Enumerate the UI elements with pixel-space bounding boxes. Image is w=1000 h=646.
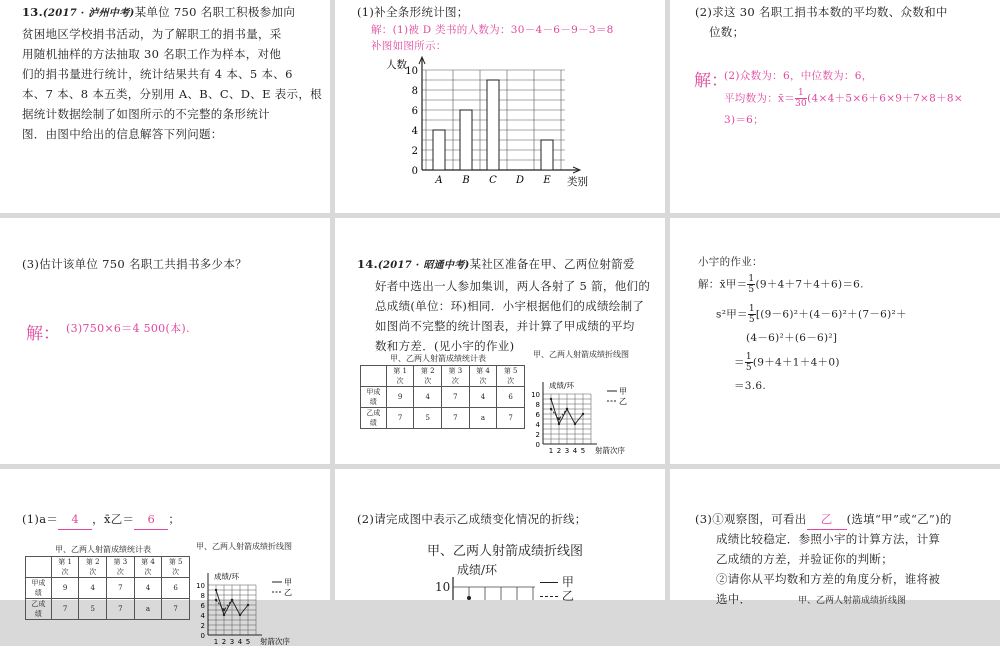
y-tick-label: 6 — [200, 602, 205, 610]
table-cell: 第 1 次 — [386, 366, 414, 387]
y-tick-label: 10 — [531, 391, 540, 399]
homework-text: s²甲＝ — [716, 308, 748, 321]
problem-line: 图．由图中给出的信息解答下列问题： — [22, 127, 223, 141]
legend-marker-solid — [540, 582, 558, 583]
big-chart-ytick: 10 — [435, 580, 451, 594]
table-cell: 9 — [386, 387, 414, 408]
table-cell: 7 — [51, 599, 79, 620]
answer-blank-a: 4 — [58, 509, 92, 530]
y-tick-label: 10 — [196, 582, 205, 590]
answer-blank-stable: 乙 — [807, 509, 847, 530]
y-tick-label: 0 — [535, 441, 540, 449]
table-cell: a — [134, 599, 162, 620]
homework-text: 解：x̄甲＝ — [698, 278, 748, 291]
y-tick-label: 10 — [405, 66, 418, 77]
fraction-denominator: 5 — [748, 285, 755, 295]
y-tick-label: 8 — [535, 401, 540, 409]
table-row — [26, 557, 190, 578]
y-tick-label: 0 — [411, 166, 418, 177]
legend-label: 乙 — [561, 589, 574, 603]
answer-text: (4×4＋5×6＋6×9＋7×8＋8× — [807, 92, 964, 105]
y-tick-label: 6 — [535, 411, 540, 419]
bar-chart — [380, 52, 620, 192]
y-tick-label: 8 — [200, 592, 205, 600]
table-cell — [361, 366, 387, 387]
table-cell: 第 1 次 — [51, 557, 79, 578]
question-line: 成绩比较稳定．参照小宇的计算方法，计算 — [716, 532, 941, 546]
homework-text: (9＋4＋1＋4＋0) — [752, 356, 840, 369]
y-axis-label: 成绩/环 — [214, 572, 240, 581]
yi-point — [223, 609, 225, 611]
x-tick-label: 1 — [548, 447, 554, 455]
x-tick-label: C — [489, 175, 497, 186]
yi-point — [215, 599, 217, 601]
homework-title: 小宇的作业： — [698, 256, 763, 268]
problem-line: 总成绩(单位：环)相同．小宇根据他们的成绩绘制了 — [375, 299, 645, 313]
small-line-chart — [529, 360, 659, 455]
answer-line: 补图如图所示： — [371, 40, 447, 52]
table-cell: 第 2 次 — [79, 557, 107, 578]
fraction-denominator: 5 — [748, 315, 755, 325]
big-chart-frame — [447, 577, 537, 600]
problem-line: 数和方差．(见小宇的作业) — [375, 339, 515, 353]
bar — [487, 80, 499, 170]
x-tick-label: B — [462, 175, 470, 186]
question-line: 乙成绩的方差，并验证你的判断； — [716, 552, 893, 566]
question-line: ②请你从平均数和方差的角度分析，谁将被 — [716, 572, 941, 586]
data-point — [467, 596, 471, 600]
problem-line: 如图尚不完整的统计图表，并计算了甲成绩的平均 — [375, 319, 635, 333]
table-row — [361, 387, 525, 408]
legend-label-jia: 甲 — [619, 387, 627, 396]
question-text: (3)①观察图，可看出 — [695, 512, 807, 526]
bar — [433, 130, 445, 170]
x-tick-label: 2 — [556, 447, 562, 455]
problem-line: 用随机抽样的方法抽取 30 名职工作为样本，对他 — [22, 47, 282, 61]
homework-line — [734, 352, 840, 373]
table-cell: 第 5 次 — [497, 366, 525, 387]
table-cell: 第 5 次 — [162, 557, 190, 578]
table-cell: 7 — [386, 408, 414, 429]
table-cell: a — [469, 408, 497, 429]
y-tick-label: 8 — [411, 86, 418, 97]
table-cell: 第 4 次 — [134, 557, 162, 578]
homework-line — [698, 274, 864, 295]
table-cell: 4 — [134, 578, 162, 599]
bottom-caption: 甲、乙两人射箭成绩折线图 — [798, 596, 907, 606]
table-row — [361, 408, 525, 429]
y-tick-label: 2 — [411, 146, 418, 157]
score-table — [360, 365, 525, 429]
question-text: (3)估计该单位 750 名职工共捐书多少本？ — [22, 257, 247, 271]
x-tick-label: 4 — [572, 447, 578, 455]
table-cell: 甲成绩 — [26, 578, 52, 599]
table-title: 甲、乙两人射箭成绩统计表 — [390, 354, 486, 363]
problem-line: 好者中选出一人参加集训，两人各射了 5 箭，他们的 — [375, 279, 651, 293]
yi-point — [566, 408, 568, 410]
table-cell: 6 — [162, 578, 190, 599]
x-tick-label: 2 — [221, 638, 227, 646]
question-line: 位数； — [709, 25, 745, 39]
x-tick-label: 1 — [213, 638, 219, 646]
table-cell: 5 — [79, 599, 107, 620]
table-cell: 乙成绩 — [361, 408, 387, 429]
bar — [460, 110, 472, 170]
fraction-denominator: 5 — [745, 363, 752, 373]
legend-marker-dashed — [540, 596, 558, 597]
question-text: (选填“甲”或“乙”)的 — [846, 512, 952, 526]
table-title: 甲、乙两人射箭成绩统计表 — [55, 545, 151, 554]
x-tick-label: 3 — [564, 447, 570, 455]
problem-line: 们的捐书量进行统计，统计结果共有 4 本、5 本、6 — [22, 67, 293, 81]
score-table-copy — [25, 556, 190, 620]
yi-point — [558, 418, 560, 420]
y-tick-label: 4 — [200, 612, 205, 620]
problem-line: 据统计数据绘制了如图所示的不完整的条形统计 — [22, 107, 270, 121]
table-cell: 4 — [79, 578, 107, 599]
table-row — [26, 599, 190, 620]
problem-line: 某单位 750 名职工积极参加向 — [134, 5, 296, 19]
bar — [541, 140, 553, 170]
jia-point — [582, 413, 584, 415]
table-cell: 9 — [51, 578, 79, 599]
small-line-chart-copy — [194, 551, 324, 646]
line-chart-title: 甲、乙两人射箭成绩折线图 — [533, 350, 629, 359]
table-cell: 7 — [497, 408, 525, 429]
jia-point — [215, 589, 217, 591]
x-axis-label: 射箭次序 — [595, 446, 625, 455]
legend-label-jia: 甲 — [284, 578, 292, 587]
fraction-denominator: 30 — [795, 99, 808, 109]
fraction — [748, 304, 756, 325]
answer-line: 3)＝6； — [724, 114, 764, 126]
y-tick-label: 2 — [535, 431, 540, 439]
panel-q13-part2 — [670, 0, 1000, 213]
panel-q14-part3 — [670, 469, 1000, 606]
y-tick-label: 2 — [200, 622, 205, 630]
question-line: (2)求这 30 名职工捐书本数的平均数、众数和中 — [695, 5, 948, 19]
answer-line — [724, 88, 963, 109]
y-tick-label: 0 — [200, 632, 205, 640]
table-cell: 5 — [414, 408, 442, 429]
table-cell: 7 — [107, 599, 135, 620]
table-cell: 4 — [414, 387, 442, 408]
homework-text: [(9－6)²＋(4－6)²＋(7－6)²＋ — [755, 308, 907, 321]
answer-text: 平均数为：x̄＝ — [724, 92, 796, 105]
x-tick-label: 5 — [245, 638, 251, 646]
legend-yi — [540, 587, 574, 604]
question-text: (1)补全条形统计图； — [357, 5, 469, 19]
table-cell: 第 3 次 — [442, 366, 470, 387]
answer-line: (3)750×6＝4 500(本). — [66, 322, 190, 335]
legend-label-yi: 乙 — [284, 588, 292, 597]
homework-line: ＝3.6. — [734, 380, 767, 392]
table-cell: 乙成绩 — [26, 599, 52, 620]
jia-point — [239, 614, 241, 616]
question-line — [22, 509, 180, 530]
answer-line: (2)众数为：6，中位数为：6， — [724, 70, 873, 82]
table-cell: 甲成绩 — [361, 387, 387, 408]
answer-blank-mean: 6 — [134, 509, 168, 530]
line-chart-title: 甲、乙两人射箭成绩折线图 — [196, 542, 292, 551]
question-text: (1)a＝ — [22, 512, 59, 526]
x-tick-label: 4 — [237, 638, 243, 646]
jia-point — [558, 423, 560, 425]
table-cell: 7 — [162, 599, 190, 620]
homework-text: (9＋4＋7＋4＋6)＝6. — [755, 278, 864, 291]
fraction — [795, 88, 807, 109]
table-row — [361, 366, 525, 387]
jie-label: 解： — [694, 71, 728, 91]
table-cell — [26, 557, 52, 578]
homework-line — [716, 304, 907, 325]
panel-q14-part2 — [335, 469, 665, 603]
fraction-numerator: 1 — [748, 304, 755, 314]
problem-source: (2017 · 泸州中考) — [42, 8, 135, 19]
x-axis-label: 类别 — [567, 176, 588, 188]
jia-point — [574, 423, 576, 425]
fraction-numerator: 1 — [745, 352, 752, 362]
panel-q13-part1 — [335, 0, 665, 213]
question-line: 选中． — [716, 592, 752, 606]
y-axis-label: 人数 — [386, 59, 407, 71]
problem-text — [357, 254, 657, 356]
problem-source: (2017 · 昭通中考) — [377, 260, 470, 271]
table-cell: 第 4 次 — [469, 366, 497, 387]
question-text: ； — [168, 512, 181, 526]
x-tick-label: A — [435, 175, 443, 186]
fraction — [745, 352, 753, 373]
fraction-numerator: 1 — [748, 274, 755, 284]
y-tick-label: 4 — [535, 421, 540, 429]
y-tick-label: 4 — [411, 126, 418, 137]
panel-q13-part3 — [0, 218, 330, 464]
jie-label: 解： — [26, 324, 60, 344]
fraction-numerator: 1 — [795, 88, 807, 99]
problem-number: 13. — [22, 5, 43, 19]
legend-label-yi: 乙 — [619, 397, 627, 406]
table-cell: 4 — [469, 387, 497, 408]
table-cell: 第 2 次 — [414, 366, 442, 387]
jia-point — [247, 604, 249, 606]
problem-line: 本、7 本、8 本五类，分别用 A、B、C、D、E 表示，根 — [22, 87, 322, 101]
legend-label: 甲 — [561, 575, 574, 589]
panel-q13-problem — [0, 0, 330, 213]
y-axis-label: 成绩/环 — [549, 381, 575, 390]
panel-q14-problem — [335, 218, 665, 464]
jia-point — [223, 614, 225, 616]
homework-line: (4－6)²＋(6－6)²] — [746, 332, 838, 344]
homework-text: ＝ — [734, 356, 745, 369]
y-tick-label: 6 — [411, 106, 418, 117]
big-chart-title: 甲、乙两人射箭成绩折线图 — [427, 544, 584, 559]
question-text — [695, 2, 948, 42]
table-cell: 7 — [107, 578, 135, 599]
table-cell: 6 — [497, 387, 525, 408]
yi-point — [231, 599, 233, 601]
answer-line: 解：(1)被 D 类书的人数为：30－4－6－9－3＝8 — [371, 24, 614, 36]
jia-point — [550, 398, 552, 400]
question-line — [695, 509, 952, 530]
x-tick-label: E — [543, 175, 551, 186]
x-tick-label: 5 — [580, 447, 586, 455]
table-row — [26, 578, 190, 599]
problem-number: 14. — [357, 257, 378, 271]
problem-text — [22, 2, 322, 144]
table-cell: 7 — [442, 387, 470, 408]
panel-q14-part1 — [0, 469, 330, 646]
question-text: (2)请完成图中表示乙成绩变化情况的折线； — [357, 512, 587, 526]
problem-line: 贫困地区学校捐书活动，为了解职工的捐书量，采 — [22, 27, 282, 41]
panel-q14-homework — [670, 218, 1000, 464]
table-cell: 7 — [442, 408, 470, 429]
question-text: ，x̄乙＝ — [92, 512, 135, 526]
big-chart-ylabel: 成绩/环 — [457, 563, 498, 577]
x-tick-label: D — [515, 175, 525, 186]
x-axis-label: 射箭次序 — [260, 637, 290, 646]
table-cell: 第 3 次 — [107, 557, 135, 578]
yi-point — [550, 408, 552, 410]
x-tick-label: 3 — [229, 638, 235, 646]
problem-line: 某社区准备在甲、乙两位射箭爱 — [469, 257, 635, 271]
